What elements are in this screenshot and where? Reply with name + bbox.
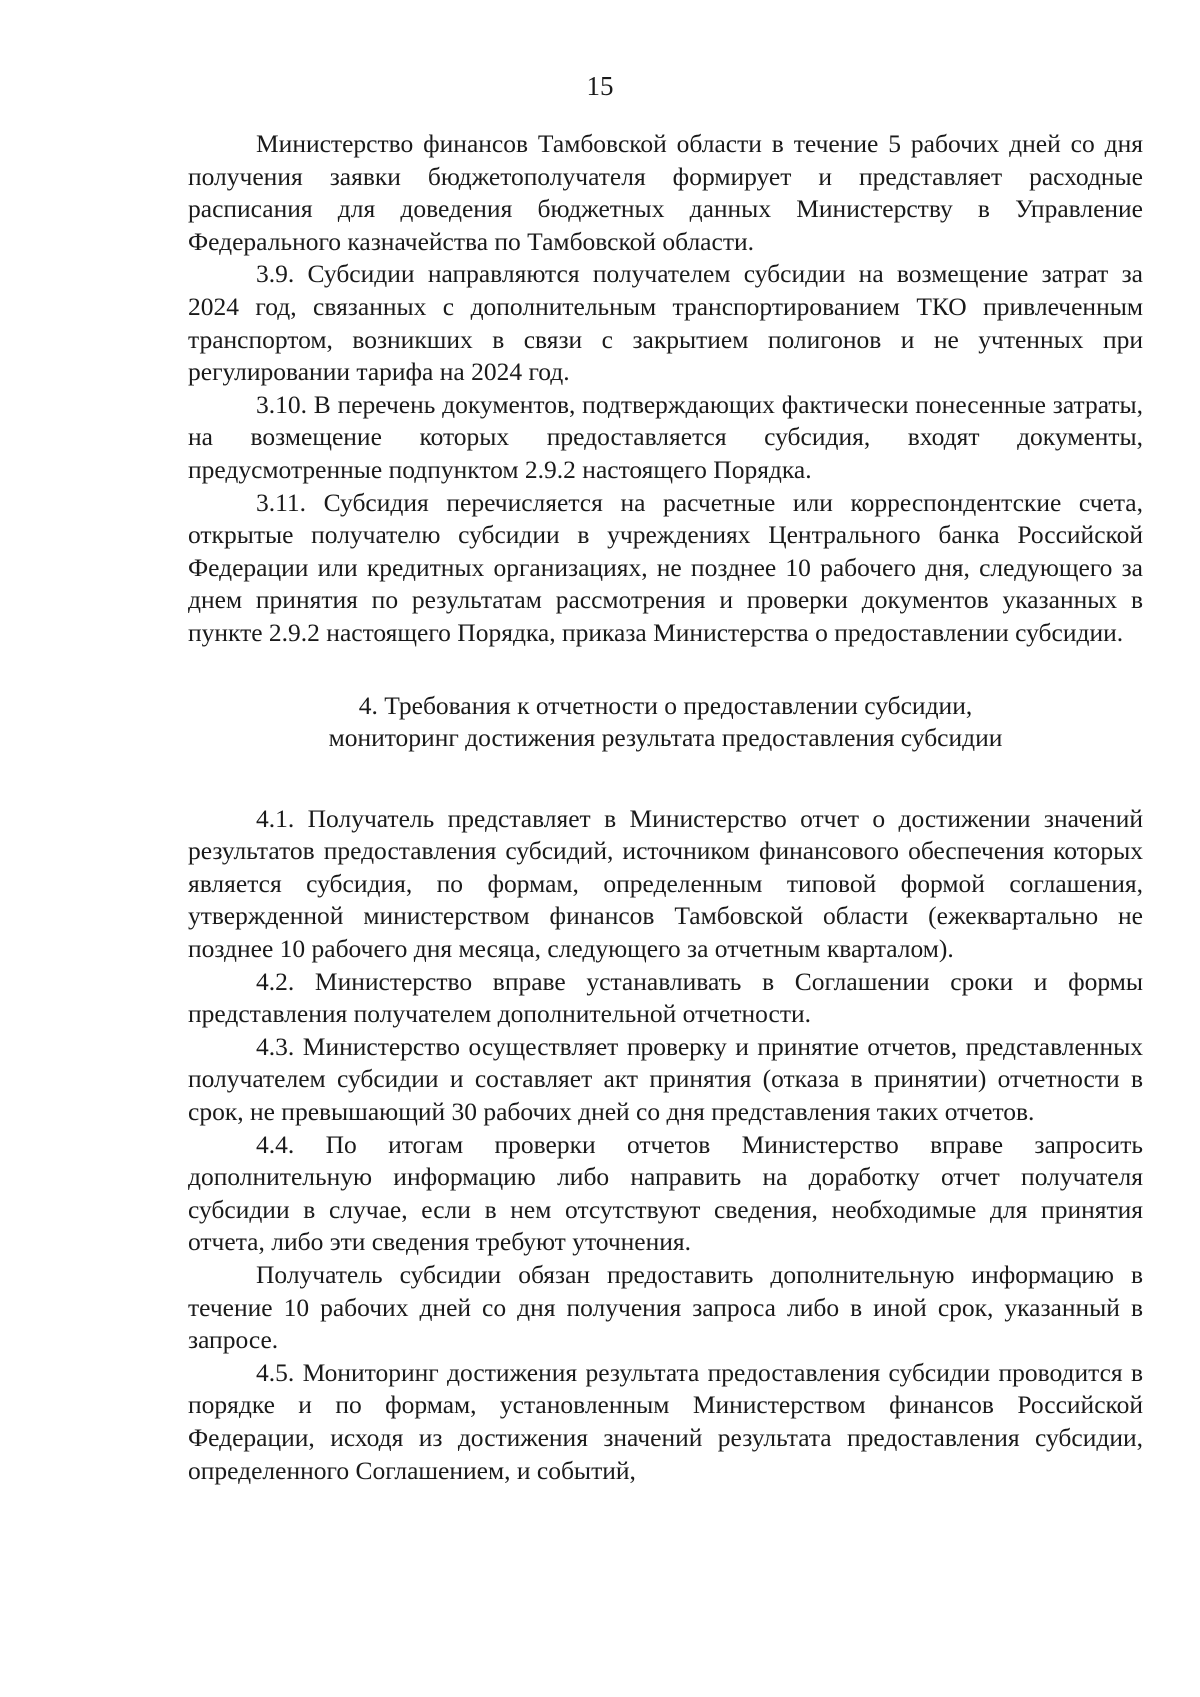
paragraph-4-4: 4.4. По итогам проверки отчетов Министерство вправе запросить дополнительную информацию либо направить на доработку отчет получателя субсидии в случае, если в нем отсутствуют сведения, необходимые для принятия отчета, либо эти сведения требуют уточнения. bbox=[188, 1129, 1143, 1257]
page-number: 15 bbox=[586, 71, 614, 101]
section-4-heading-line-1: 4. Требования к отчетности о предоставлении субсидии, bbox=[358, 690, 973, 720]
section-4-heading bbox=[188, 690, 1143, 755]
paragraph-3-9: 3.9. Субсидии направляются получателем субсидии на возмещение затрат за 2024 год, связанных с дополнительным транспортированием ТКО привлеченным транспортом, возникших в связи с закрытием полигонов и не учтенных при регулировании тарифа на 2024 год. bbox=[188, 259, 1143, 387]
paragraph-budget-schedules: Министерство финансов Тамбовской области в течение 5 рабочих дней со дня получения заявки бюджетополучателя формирует и представляет расходные расписания для доведения бюджетных данных Министерству в Управление Федерального казначейства по Тамбовской области. bbox=[188, 129, 1143, 256]
paragraph-additional-info: Получатель субсидии обязан предоставить дополнительную информацию в течение 10 рабочих дней со дня получения запроса либо в иной срок, указанный в запросе. bbox=[188, 1260, 1143, 1355]
paragraph-4-1: 4.1. Получатель представляет в Министерство отчет о достижении значений результатов предоставления субсидий, источником финансового обеспечения которых является субсидия, по формам, определенным типовой формой соглашения, утвержденной министерством финансов Тамбовской области (ежеквартально не позднее 10 рабочего дня месяца, следующего за отчетным кварталом). bbox=[188, 803, 1143, 964]
paragraph-3-11: 3.11. Субсидия перечисляется на расчетные или корреспондентские счета, открытые получателю субсидии в учреждениях Центрального банка Российской Федерации или кредитных организациях, не позднее 10 рабочего дня, следующего за днем принятия по результатам рассмотрения и проверки документов указанных в пункте 2.9.2 настоящего Порядка, приказа Министерства о предоставлении субсидии. bbox=[188, 487, 1143, 647]
paragraph-4-5: 4.5. Мониторинг достижения результата предоставления субсидии проводится в порядке и по формам, установленным Министерством финансов Российской Федерации, исходя из достижения значений результата предоставления субсидии, определенного Соглашением, и событий, bbox=[188, 1357, 1143, 1485]
paragraph-4-3: 4.3. Министерство осуществляет проверку и принятие отчетов, представленных получателем субсидии и составляет акт принятия (отказа в принятии) отчетности в срок, не превышающий 30 рабочих дней со дня представления таких отчетов. bbox=[188, 1031, 1143, 1127]
section-4-heading-line-2: мониторинг достижения результата предоставления субсидии bbox=[328, 723, 1003, 753]
document-body bbox=[188, 128, 1143, 1487]
paragraph-3-10: 3.10. В перечень документов, подтверждающих фактически понесенные затраты, на возмещение которых предоставляется субсидия, входят документы, предусмотренные подпунктом 2.9.2 настоящего Порядка. bbox=[188, 389, 1143, 484]
paragraph-4-2: 4.2. Министерство вправе устанавливать в Соглашении сроки и формы представления получателем дополнительной отчетности. bbox=[188, 966, 1143, 1029]
